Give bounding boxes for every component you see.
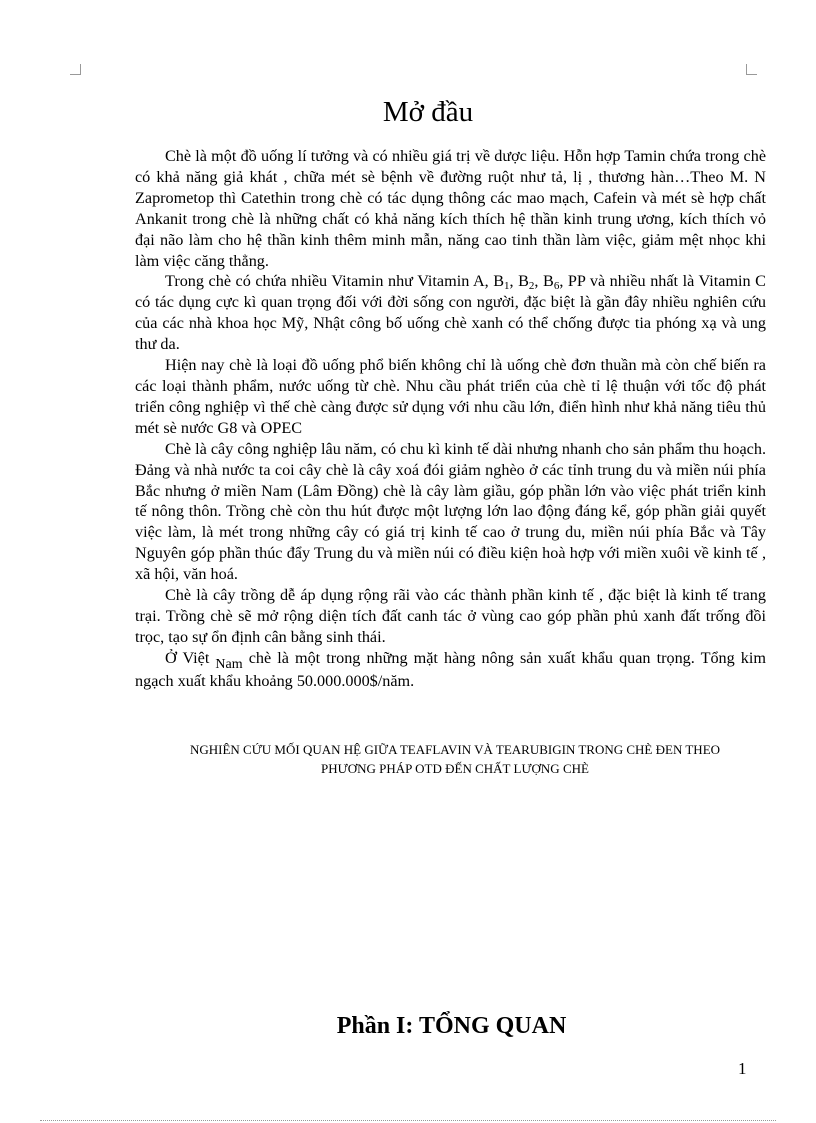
paragraph-6-text-a: Ở Việt xyxy=(165,648,216,667)
paragraph-2-text-d: , PP và nhiều nhất là Vitamin C có tác dụng cực kì quan trọng đối với đời sống con người, đặc biệt là gần đây nhiều nghiên cứu của các nhà khoa học Mỹ, Nhật công bố uống chè xanh có thể chống được tia phóng xạ và ung thư da. xyxy=(135,272,766,354)
part-heading: Phần I: TỔNG QUAN xyxy=(336,1013,567,1039)
paragraph-2 xyxy=(135,271,766,355)
paragraph-6-text-b: chè là một trong những mặt hàng nông sản xuất khẩu quan trọng. Tổng kim ngạch xuất khẩu khoảng 50.000.000$/năm. xyxy=(135,648,766,690)
subscript-2: 2 xyxy=(528,280,535,293)
crop-mark-top-left xyxy=(70,64,81,75)
paragraph-6-lowered-word: Nam xyxy=(215,656,243,672)
paragraph-2-text-b: , B xyxy=(509,272,529,291)
paragraph-6 xyxy=(135,648,766,692)
paragraph-2-text-c: , B xyxy=(534,272,554,291)
paragraph-5: Chè là cây trồng dễ áp dụng rộng rãi vào các thành phần kinh tế , đặc biệt là kinh tế trang trại. Trồng chè sẽ mở rộng diện tích đất canh tác ở vùng cao góp phần phủ xanh đất trống đồi trọc, tạo sự ổn định cân bằng sinh thái. xyxy=(135,586,766,646)
paragraph-4: Chè là cây công nghiệp lâu năm, có chu kì kinh tế dài nhưng nhanh cho sản phẩm thu hoạch. Đảng và nhà nước ta coi cây chè là cây xoá đói giảm nghèo ở các tỉnh trung du và miền núi phía Bắc nhưng ở miền Nam (Lâm Đồng) chè là cây làm giầu, góp phần lớn vào việc phát triển kinh tế nông thôn. Trồng chè còn thu hút được một lượng lớn lao động đáng kể, góp phần giải quyết việc làm, là mét trong những cây có giá trị kinh tế cao ở trung du, miền núi phía Bắc và Tây Nguyên góp phần thúc đẩy Trung du và miền núi có điều kiện hoà hợp với miền xuôi về kinh tế , xã hội, văn hoá. xyxy=(135,439,766,584)
paragraph-1: Chè là một đồ uống lí tưởng và có nhiều giá trị về dược liệu. Hỗn hợp Tamin chứa trong chè có khả năng giả khát , chữa mét sè bệnh về đường ruột như tả, lị , thương hàn…Theo M. N Zaprometop thì Catethin trong chè có tác dụng thông các mao mạch, Cafein và mét sè hợp chất Ankanit trong chè là những chất có khả năng kích thích hệ thần kinh trung ương, kích thích vỏ đại não làm cho hệ thần kinh thêm minh mẫn, năng cao tinh thần làm việc, giảm mệt nhọc khi làm việc căng thẳng. xyxy=(135,147,766,270)
crop-mark-top-right xyxy=(746,64,757,75)
document-title: Mở đầu xyxy=(382,96,474,128)
body-text xyxy=(135,146,766,692)
page-number: 1 xyxy=(738,1059,747,1078)
research-subtitle: NGHIÊN CỨU MỐI QUAN HỆ GIỮA TEAFLAVIN VÀ TEARUBIGIN TRONG CHÈ ĐEN THEO PHƯƠNG PHÁP OTD ĐẾN CHẤT LƯỢNG CHÈ xyxy=(189,742,721,776)
paragraph-3: Hiện nay chè là loại đồ uống phổ biến không chỉ là uống chè đơn thuần mà còn chế biến ra các loại thành phẩm, nước uống từ chè. Nhu cầu phát triển của chè tỉ lệ thuận với tốc độ phát triển công nghiệp vì thế chè càng được sử dụng với nhu cầu lớn, điển hình như khả năng tiêu thủ mét sè nước G8 và OPEC xyxy=(135,356,766,437)
paragraph-2-text-a: Trong chè có chứa nhiều Vitamin như Vitamin A, B xyxy=(165,272,505,291)
subscript-6: 6 xyxy=(553,280,560,293)
footer-divider xyxy=(40,1120,776,1121)
subscript-1: 1 xyxy=(504,280,510,293)
